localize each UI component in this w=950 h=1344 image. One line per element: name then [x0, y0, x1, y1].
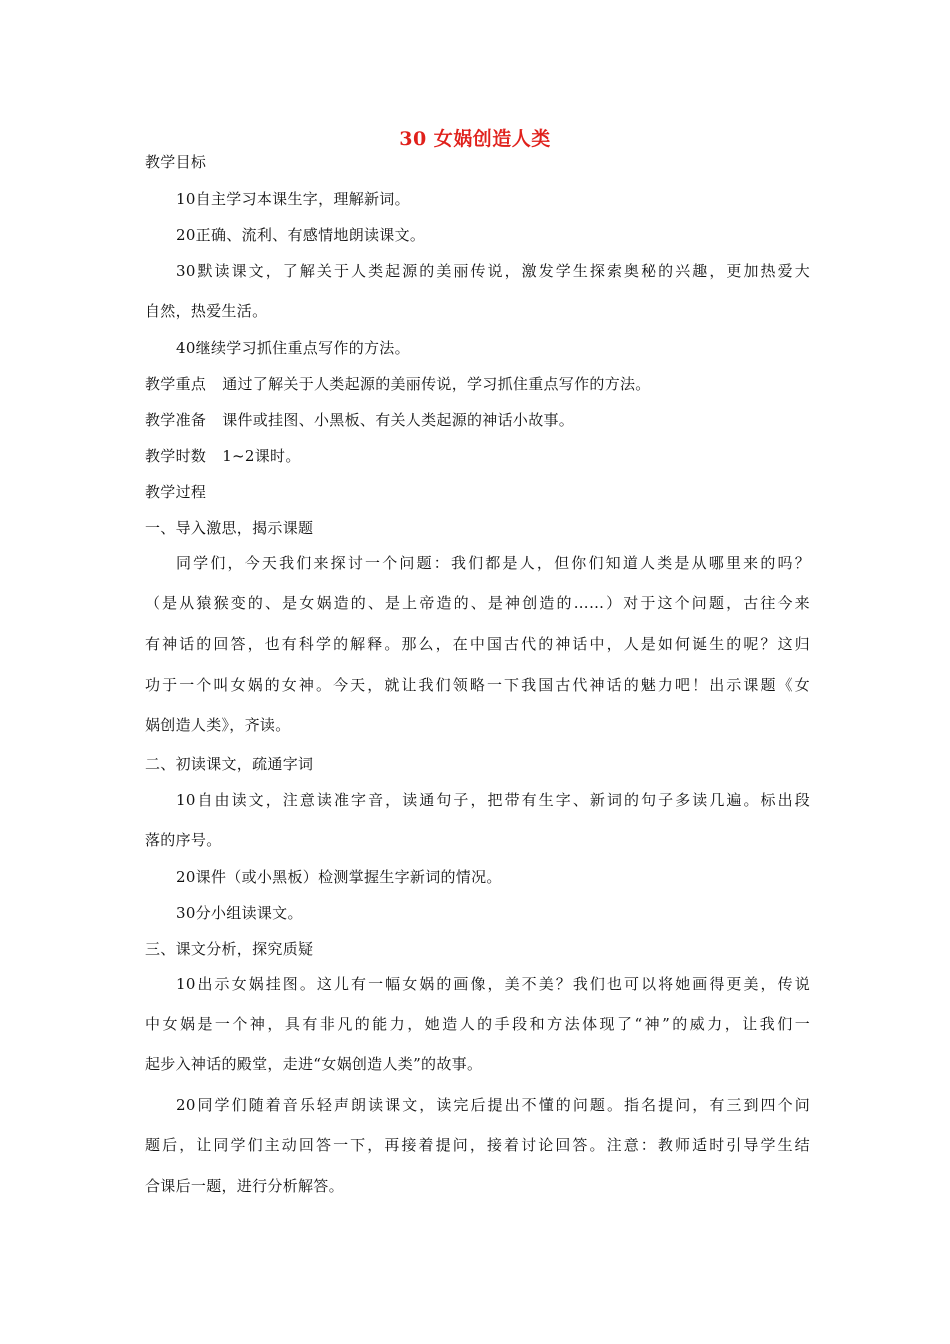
section1-line-4: 功于一个叫女娲的女神。今天，就让我们领略一下我国古代神话的魅力吧！出示课题《女 [145, 676, 810, 694]
section3-line-5: 题后，让同学们主动回答一下，再接着提问，接着讨论回答。注意：教师适时引导学生结 [145, 1136, 810, 1154]
key-point-label: 教学重点 [145, 375, 207, 393]
section1-line-2: （是从猿猴变的、是女娲造的、是上帝造的、是神创造的……）对于这个问题，古往今来 [145, 594, 810, 612]
section2-line-1: 10自由读文，注意读准字音，读通句子，把带有生字、新词的句子多读几遍。标出段 [176, 791, 810, 809]
section1-line-5: 娲创造人类》，齐读。 [145, 716, 291, 734]
goal-item-1: 10自主学习本课生字，理解新词。 [176, 190, 410, 208]
section3-line-4: 20同学们随着音乐轻声朗读课文，读完后提出不懂的问题。指名提问，有三到四个问 [176, 1096, 810, 1114]
preparation-text: 课件或挂图、小黑板、有关人类起源的神话小故事。 [222, 411, 575, 429]
key-point-text: 通过了解关于人类起源的美丽传说，学习抓住重点写作的方法。 [222, 375, 651, 393]
goal-item-3-cont: 自然，热爱生活。 [145, 302, 268, 320]
hours-row [145, 446, 810, 466]
goal-item-4: 40继续学习抓住重点写作的方法。 [176, 339, 410, 357]
section2-line-3: 20课件（或小黑板）检测掌握生字新词的情况。 [176, 868, 502, 886]
section3-heading: 三、课文分析，探究质疑 [145, 940, 314, 958]
section2-line-4: 30分小组读课文。 [176, 904, 303, 922]
section3-line-3: 起步入神话的殿堂，走进“女娲创造人类”的故事。 [145, 1055, 483, 1073]
key-point-row [145, 374, 810, 394]
section1-line-3: 有神话的回答，也有科学的解释。那么，在中国古代的神话中，人是如何诞生的呢？这归 [145, 635, 810, 653]
section3-line-2: 中女娲是一个神，具有非凡的能力，她造人的手段和方法体现了“神”的威力，让我们一 [145, 1015, 810, 1033]
section3-line-1: 10出示女娲挂图。这儿有一幅女娲的画像，美不美？我们也可以将她画得更美，传说 [176, 975, 810, 993]
preparation-label: 教学准备 [145, 411, 207, 429]
section2-heading: 二、初读课文，疏通字词 [145, 755, 314, 773]
section2-line-2: 落的序号。 [145, 831, 222, 849]
goal-item-3: 30默读课文，了解关于人类起源的美丽传说，激发学生探索奥秘的兴趣，更加热爱大 [176, 262, 810, 280]
goal-item-2: 20正确、流利、有感情地朗读课文。 [176, 226, 426, 244]
goals-heading: 教学目标 [145, 153, 207, 171]
preparation-row [145, 410, 810, 430]
hours-label: 教学时数 [145, 447, 207, 465]
page-title: 30 女娲创造人类 [399, 128, 551, 150]
section3-line-6: 合课后一题，进行分析解答。 [145, 1177, 344, 1195]
section1-heading: 一、导入激思，揭示课题 [145, 519, 314, 537]
section1-line-1: 同学们，今天我们来探讨一个问题：我们都是人，但你们知道人类是从哪里来的吗？ [176, 554, 810, 572]
hours-text: 1~2课时。 [222, 447, 301, 465]
process-heading: 教学过程 [145, 483, 207, 501]
